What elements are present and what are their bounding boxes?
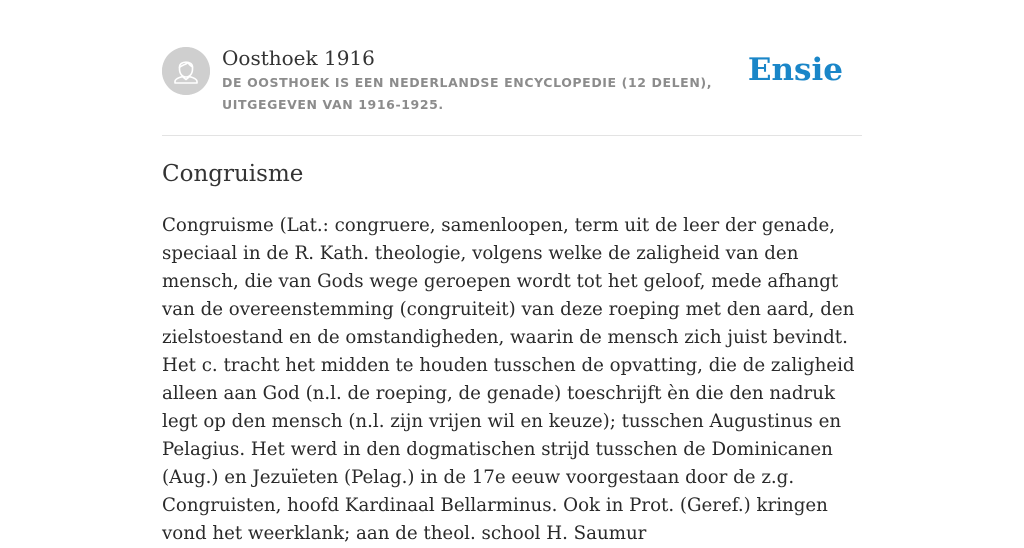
ensie-logo-link[interactable]: Ensie — [747, 52, 843, 88]
article-body: Congruisme (Lat.: congruere, samenloopen, term uit de leer der genade, speciaal in de R. Kath. theologie, volgens welke de zaligheid van den mensch, die van Gods wege geroepen wordt tot het geloof, mede afhangt van de overeenstemming (congruiteit) van deze roeping met den aard, den zielstoestand en de omstandigheden, waarin de mensch zich juist bevindt. Het c. tracht het midden te houden tusschen de opvatting, die de zaligheid alleen aan God (n.l. de roeping, de genade) toeschrijft èn die den nadruk legt op den mensch (n.l. zijn vrijen wil en keuze); tusschen Augustinus en Pelagius. Het werd in den dogmatischen strijd tusschen de Dominicanen (Aug.) en Jezuïeten (Pelag.) in de 17e eeuw voorgestaan door de z.g. Congruisten, hoofd Kardinaal Bellarminus. Ook in Prot. (Geref.) kringen vond het weerklank; aan de theol. school H. Saumur — [162, 215, 855, 544]
article-title: Congruisme — [162, 161, 304, 187]
source-title[interactable]: Oosthoek 1916 — [222, 46, 375, 70]
content-column — [162, 0, 862, 544]
user-silhouette-icon[interactable] — [162, 47, 210, 95]
source-description: DE OOSTHOEK IS EEN NEDERLANDSE ENCYCLOPEDIE (12 DELEN), UITGEGEVEN VAN 1916-1925. — [222, 75, 713, 112]
source-header — [162, 0, 862, 136]
